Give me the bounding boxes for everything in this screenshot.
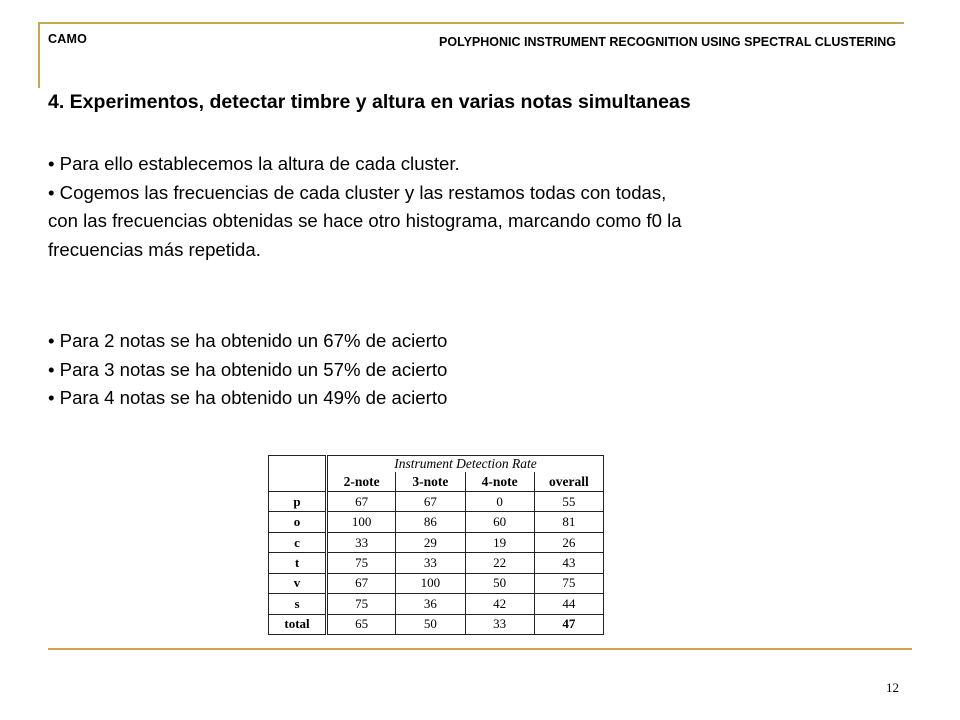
table-cell: 100	[396, 573, 465, 593]
table-cell: 43	[534, 553, 603, 573]
table-cell: 33	[327, 532, 396, 552]
table-cell: 55	[534, 492, 603, 512]
row-label: v	[269, 573, 327, 593]
method-line: • Cogemos las frecuencias de cada cluster y las restamos todas con todas,	[48, 181, 667, 203]
table-cell: 67	[327, 492, 396, 512]
results-list	[48, 327, 878, 413]
page-number: 12	[886, 680, 899, 695]
table-cell: 33	[396, 553, 465, 573]
table-title: Instrument Detection Rate	[327, 456, 604, 473]
table-cell: 33	[465, 614, 534, 634]
row-label: c	[269, 532, 327, 552]
row-label: p	[269, 492, 327, 512]
header-left-divider	[38, 22, 40, 88]
method-line: • Para ello establecemos la altura de cada cluster.	[48, 153, 460, 174]
table-row	[269, 492, 604, 512]
presentation-title: POLYPHONIC INSTRUMENT RECOGNITION USING SPECTRAL CLUSTERING	[439, 35, 896, 49]
header-top-divider	[40, 22, 904, 24]
table-row	[269, 594, 604, 614]
column-header: 4-note	[465, 472, 534, 492]
detection-rate-table-figure	[268, 455, 604, 635]
method-line: con las frecuencias obtenidas se hace otro histograma, marcando como f0 la	[48, 210, 682, 231]
table-row	[269, 532, 604, 552]
result-item: • Para 2 notas se ha obtenido un 67% de acierto	[48, 330, 448, 351]
table-cell: 67	[327, 573, 396, 593]
table-cell: 47	[534, 614, 603, 634]
table-cell: 60	[465, 512, 534, 532]
table-cell: 100	[327, 512, 396, 532]
table-cell: 22	[465, 553, 534, 573]
table-row	[269, 573, 604, 593]
result-item: • Para 3 notas se ha obtenido un 57% de acierto	[48, 358, 448, 380]
table-cell: 0	[465, 492, 534, 512]
method-line: frecuencias más repetida.	[48, 238, 261, 260]
header-label: CAMO	[48, 32, 87, 46]
row-label: total	[269, 614, 327, 634]
table-cell: 75	[327, 553, 396, 573]
column-header: overall	[534, 472, 603, 492]
table-cell: 86	[396, 512, 465, 532]
table-cell: 67	[396, 492, 465, 512]
row-label: t	[269, 553, 327, 573]
table-row	[269, 512, 604, 532]
table-cell: 75	[534, 573, 603, 593]
footer-divider	[48, 648, 912, 650]
table-cell: 36	[396, 594, 465, 614]
method-paragraph	[48, 150, 878, 264]
table-cell: 29	[396, 532, 465, 552]
detection-rate-table	[268, 455, 604, 635]
table-cell: 19	[465, 532, 534, 552]
table-cell: 81	[534, 512, 603, 532]
table-cell: 75	[327, 594, 396, 614]
row-label: s	[269, 594, 327, 614]
column-header: 2-note	[327, 472, 396, 492]
slide-heading: 4. Experimentos, detectar timbre y altura en varias notas simultaneas	[48, 91, 691, 113]
table-cell: 44	[534, 594, 603, 614]
table-cell: 42	[465, 594, 534, 614]
result-item: • Para 4 notas se ha obtenido un 49% de acierto	[48, 387, 448, 408]
table-cell: 65	[327, 614, 396, 634]
table-corner-cell	[269, 456, 327, 492]
column-header: 3-note	[396, 472, 465, 492]
table-cell: 50	[396, 614, 465, 634]
row-label: o	[269, 512, 327, 532]
table-row-total	[269, 614, 604, 634]
table-cell: 50	[465, 573, 534, 593]
table-cell: 26	[534, 532, 603, 552]
table-row	[269, 553, 604, 573]
